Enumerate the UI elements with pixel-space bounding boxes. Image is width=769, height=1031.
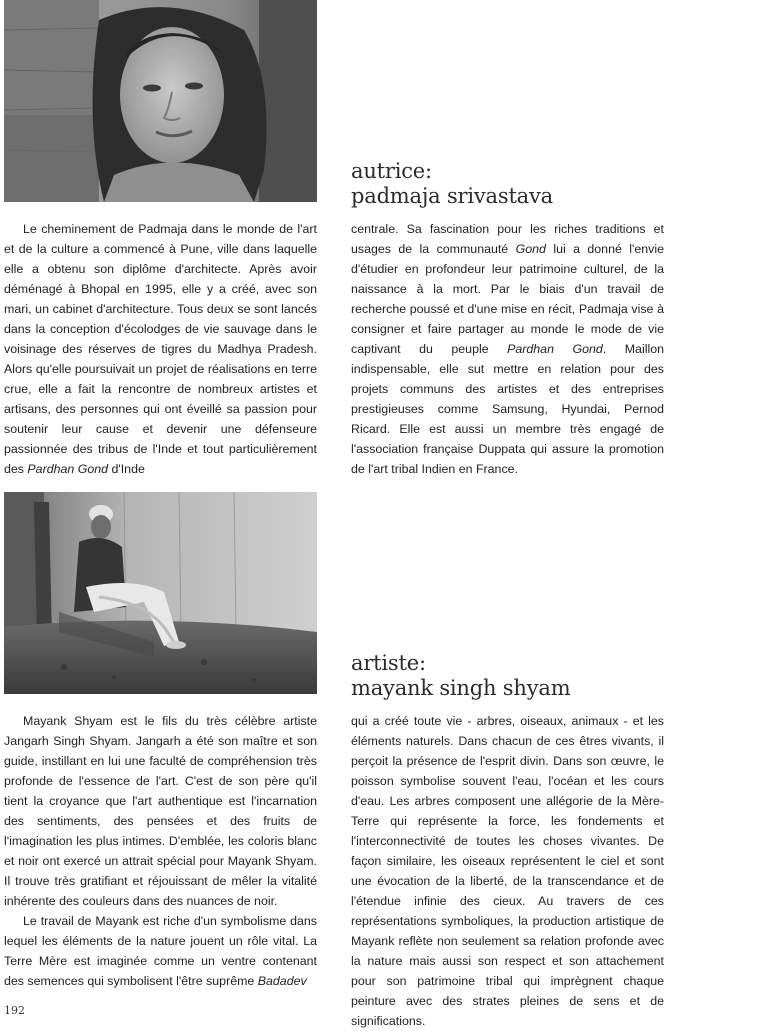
author-heading xyxy=(351,159,741,209)
artist-text-left-column xyxy=(4,711,317,991)
artist-paragraph-1: Mayank Shyam est le fils du très célèbre artiste Jangarh Singh Shyam. Jangarh a été son maître et son guide, instillant en lui une faculté de compréhension très profonde de l'essence de l'art. C'est de son père qu'il tient la croyance que l'art authentique est l'incarnation des sentiments, des pensées et des fruits de l'imagination les plus intimes. D'emblée, les coloris blanc et noir ont exercé un attrait spécial pour Mayank Shyam. Il trouve très gratifiant et réjouissant de mêler la vitalité inhérente des couleurs dans des nuances de noir. xyxy=(4,714,317,908)
artist-text-right-column xyxy=(351,711,664,1031)
author-paragraph-continued: centrale. Sa fascination pour les riches traditions et usages de la communauté Gond lui a donné l'envie d'étudier en profondeur leur patrimoine culturel, de la naissance à la mort. Par le biais d'un travail de recherche poussé et d'une mise en récit, Padmaja vise à consigner et faire partager au monde le mode de vie captivant du peuple Pardhan Gond. Maillon indispensable, elle sut mettre en relation pour des projets communs des artistes et des entreprises prestigieuses comme Samsung, Hyundai, Pernod Ricard. Elle est aussi un membre très engagé de l'association française Duppata qui assure la promotion de l'art tribal Indien en France. xyxy=(351,222,664,476)
artist-paragraph-2: Le travail de Mayank est riche d'un symbolisme dans lequel les éléments de la nature jouent un rôle vital. La Terre Mère est imaginée comme un ventre contenant des semences qui symbolisent l'être suprême Badadev xyxy=(4,914,317,988)
author-text-right-column xyxy=(351,219,664,479)
artist-photo xyxy=(4,492,317,694)
author-heading-role: autrice: xyxy=(351,159,432,183)
author-paragraph: Le cheminement de Padmaja dans le monde de l'art et de la culture a commencé à Pune, ville dans laquelle elle a obtenu son diplôme d'architecte. Après avoir déménagé à Bhopal en 1995, elle y a créé, avec son mari, un cabinet d'architecture. Tous deux se sont lancés dans la conception d'écolodges de vie sauvage dans le voisinage des réserves de tigres du Madhya Pradesh. Alors qu'elle poursuivait un projet de réalisations en terre crue, elle a fait la rencontre de nombreux artistes et artisans, des personnes qui ont éveillé sa passion pour soutenir leur cause et devenir une défenseure passionnée des tribus de l'Inde et tout particulièrement des Pardhan Gond d'Inde xyxy=(4,222,317,476)
artist-paragraph-continued: qui a créé toute vie - arbres, oiseaux, animaux - et les éléments naturels. Dans chacun de ces êtres vivants, il perçoit la présence de l'esprit divin. Dans son œuvre, le poisson symbolise souvent l'eau, l'océan et les cours d'eau. Les arbres composent une allégorie de la Mère-Terre qui représente la force, les fondements et l'interconnectivité de toutes les choses vivantes. De façon similaire, les oiseaux représentent le ciel et sont une évocation de la liberté, de la transcendance et de l'étendue infinie des cieux. Au travers de ces représentations symboliques, la production artistique de Mayank reflète non seulement sa relation profonde avec la nature mais aussi son respect et son attachement pour son patrimoine tribal qui imprègnent chaque peinture avec des strates pleines de sens et de significations. xyxy=(351,714,664,1028)
author-portrait-photo xyxy=(4,0,317,202)
page-number: 192 xyxy=(4,1004,25,1017)
author-text-left-column xyxy=(4,219,317,479)
artist-heading-role: artiste: xyxy=(351,651,426,675)
artist-heading xyxy=(351,651,741,701)
author-heading-name: padmaja srivastava xyxy=(351,184,553,208)
artist-heading-name: mayank singh shyam xyxy=(351,676,571,700)
